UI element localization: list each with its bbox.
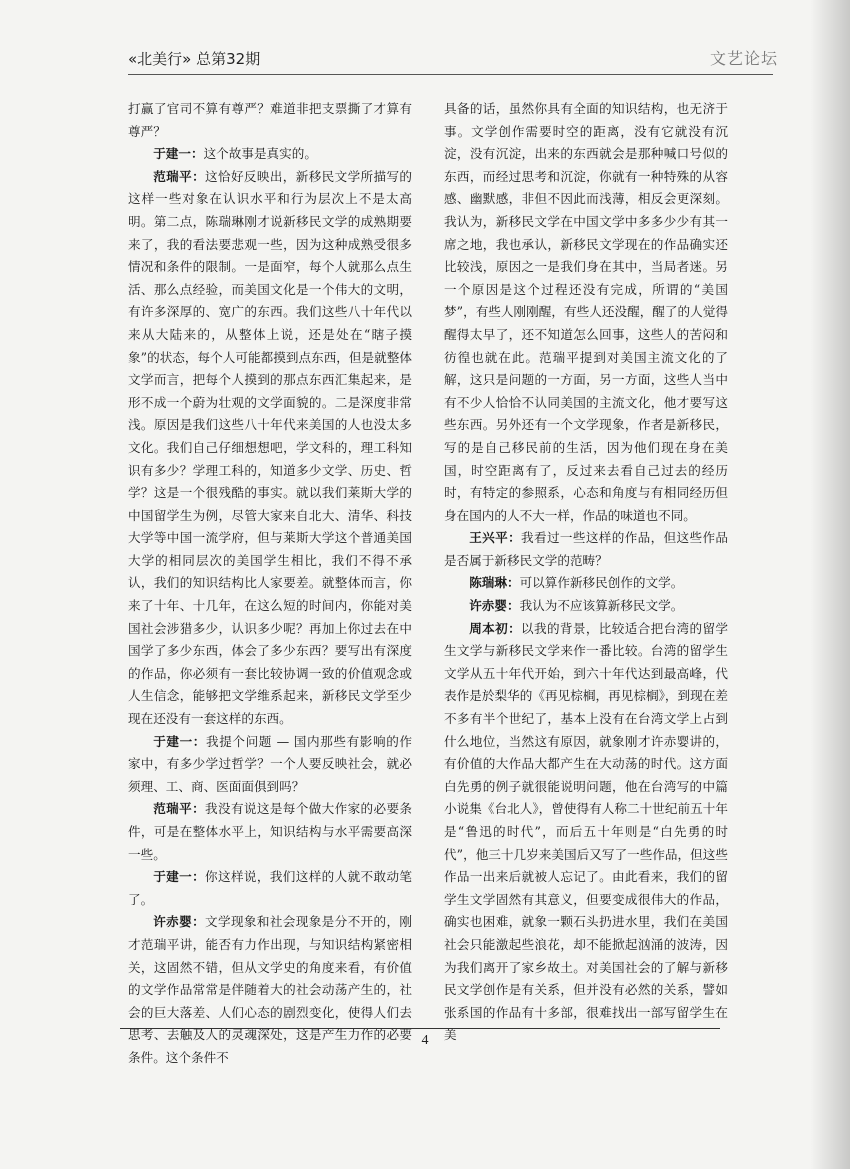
- paragraph-text: 打赢了官司不算有尊严？难道非把支票撕了才算有尊严？: [128, 101, 412, 139]
- header-rule: [128, 74, 773, 75]
- paragraph-text: 我没有说这是每个做大作家的必要条件，可是在整体水平上，知识结构与水平需要高深一些。: [128, 801, 413, 862]
- paragraph-text: 我看过一些这样的作品，但这些作品是否属于新移民文学的范畴？: [444, 530, 729, 568]
- speaker-name: 范瑞平：: [153, 801, 206, 817]
- page-edge-shadow: [810, 0, 850, 1169]
- paragraph-text: 可以算作新移民创作的文学。: [519, 575, 684, 591]
- paragraph-text: 以我的背景，比较适合把台湾的留学生文学与新移民文学来作一番比较。台湾的留学生文学从五十年代开始，到六十年代达到最高峰，代表作是於梨华的《再见棕榈，再见棕榈》，到现在差不多有半个世纪了，基本上没有在台湾文学上占到什么地位，当然这有原因，就象刚才许赤婴讲的，有价值的大作品大都产生在大动荡的时代。这方面白先勇的例子就很能说明问题，他在台湾写的中篇小说集《台北人》，曾使得有人称二十世纪前五十年是“鲁迅的时代”，而后五十年则是“白先勇的时代”，他三十几岁来美国后又写了一些作品，但这些作品一出来后就被人忘记了。由此看来，我们的留学生文学固然有其意义，但要变成很伟大的作品，确实也困难，就象一颗石头扔进水里，我们在美国社会只能激起些浪花，却不能掀起汹涌的波涛，因为我们离开了家乡故土。对美国社会的了解与新移民文学创作是有关系，但并没有必然的关系，譬如张系国的作品有十多部，很难找出一部写留学生在美: [444, 620, 729, 1043]
- paragraph: [128, 143, 412, 166]
- speaker-name: 陈瑞琳：: [469, 575, 520, 591]
- speaker-name: 周本初：: [469, 620, 522, 636]
- paragraph: [444, 572, 728, 595]
- paragraph: [444, 618, 728, 1047]
- paragraph-text: 我提个问题 — 国内那些有影响的作家中，有多少学过哲学？一个人要反映社会，就必须理、工、商、医面面俱到吗？: [128, 733, 413, 794]
- paragraph-text: 文学现象和社会现象是分不开的，刚才范瑞平讲，能否有力作出现，与知识结构紧密相关，这固然不错，但从文学史的角度来看，有价值的文学作品常常是伴随着大的社会动荡产生的，社会的巨大落差、人们心态的剧烈变化，使得人们去思考、去触及人的灵魂深处，这是产生力作的必要条件。这个条件不: [128, 914, 413, 1065]
- paragraph: [128, 166, 412, 731]
- section-title: 文艺论坛: [709, 49, 778, 68]
- paragraph-text: 这恰好反映出，新移民文学所描写的这样一些对象在认识水平和行为层次上不是太高明。第二点，陈瑞琳刚才说新移民文学的成熟期要来了，我的看法要悲观一些，因为这种成熟受很多情况和条件的限制。一是面窄，每个人就那么点生活、那么点经验，而美国文化是一个伟大的文明，有许多深厚的、宽广的东西。我们这些八十年代以来从大陆来的，从整体上说，还是处在“瞎子摸象”的状态，每个人可能都摸到点东西，但是就整体文学而言，把每个人摸到的那点东西汇集起来，是形不成一个蔚为壮观的文学面貌的。二是深度非常浅。原因是我们这些八十年代来美国的人也没太多文化。我们自己仔细想想吧，学文科的，理工科知识有多少？学理工科的，知道多少文学、历史、哲学？这是一个很残酷的事实。就以我们莱斯大学的中国留学生为例，尽管大家来自北大、清华、科技大学等中国一流学府，但与莱斯大学这个普通美国大学的相同层次的美国学生相比，我们不得不承认，我们的知识结构比人家要差。就整体而言，你来了十年、十几年，在这么短的时间内，你能对美国社会涉猎多少，认识多少呢？再加上你过去在中国学了多少东西，体会了多少东西？要写出有深度的作品，你必须有一套比较协调一致的价值观念或人生信念，能够把文学维系起来，新移民文学至少现在还没有一套这样的东西。: [128, 168, 413, 727]
- paragraph: [128, 731, 412, 799]
- paragraph: [444, 98, 728, 527]
- footer-rule: [120, 1028, 720, 1029]
- issue-title: «北美行» 总第32期: [128, 50, 261, 68]
- paragraph: [444, 595, 728, 618]
- speaker-name: 许赤婴：: [153, 914, 206, 930]
- paragraph: [444, 527, 728, 572]
- paragraph-text: 我认为不应该算新移民文学。: [519, 598, 684, 614]
- speaker-name: 王兴平：: [469, 530, 522, 546]
- paragraph: [128, 98, 412, 143]
- left-column: [128, 98, 412, 1070]
- paragraph-text: 这个故事是真实的。: [203, 146, 317, 162]
- paragraph: [128, 798, 412, 866]
- speaker-name: 范瑞平：: [153, 168, 206, 184]
- right-column: [444, 98, 728, 1047]
- page-header: [100, 44, 778, 72]
- speaker-name: 于建一：: [153, 146, 204, 162]
- paragraph: [128, 866, 412, 911]
- paragraph-text: 你这样说，我们这样的人就不敢动笔了。: [128, 869, 413, 907]
- speaker-name: 于建一：: [153, 869, 206, 885]
- speaker-name: 于建一：: [153, 733, 206, 749]
- speaker-name: 许赤婴：: [469, 598, 520, 614]
- page-number: 4: [421, 1033, 429, 1048]
- paragraph-text: 具备的话，虽然你具有全面的知识结构，也无济于事。文学创作需要时空的距离，没有它就没有沉淀，没有沉淀，出来的东西就会是那种喊口号似的东西，而经过思考和沉淀，你就有一种特殊的从容感、幽默感，非但不因此而浅薄，相反会更深刻。我认为，新移民文学在中国文学中多多少少有其一席之地，我也承认，新移民文学现在的作品确实还比较浅，原因之一是我们身在其中，当局者迷。另一个原因是这个过程还没有完成，所谓的“美国梦”，有些人刚刚醒，有些人还没醒，醒了的人觉得醒得太早了，还不知道怎么回事，这些人的苦闷和彷徨也就在此。范瑞平提到对美国主流文化的了解，这只是问题的一方面，另一方面，这些人当中有不少人恰恰不认同美国的主流文化，他才要写这些东西。另外还有一个文学现象，作者是新移民，写的是自己移民前的生活，因为他们现在身在美国，时空距离有了，反过来去看自己过去的经历时，有特定的参照系，心态和角度与有相同经历但身在国内的人不大一样，作品的味道也不同。: [444, 101, 728, 523]
